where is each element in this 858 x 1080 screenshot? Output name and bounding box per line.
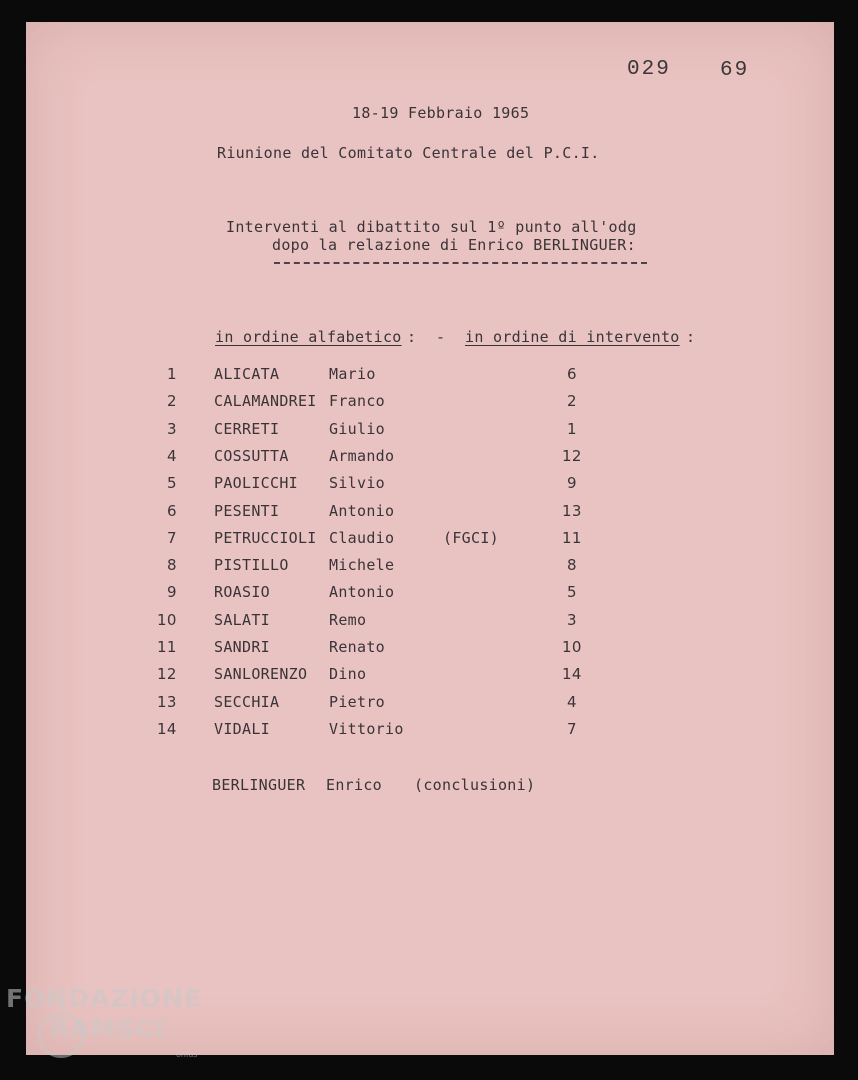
speaker-note: (FGCI) xyxy=(443,529,499,547)
speaking-order: 7 xyxy=(567,720,577,738)
speaker-first-name: Michele xyxy=(329,556,395,574)
speaking-order: 11 xyxy=(562,529,582,547)
dashed-rule xyxy=(274,262,647,264)
row-number: 12 xyxy=(157,665,177,683)
meeting-title: Riunione del Comitato Centrale del P.C.I. xyxy=(217,144,600,162)
row-number: 5 xyxy=(167,474,177,492)
speaking-order: 2 xyxy=(567,392,577,410)
speaker-surname: VIDALI xyxy=(214,720,270,738)
document-page xyxy=(26,22,834,1055)
speaking-order: 10 xyxy=(562,638,582,656)
speaker-first-name: Silvio xyxy=(329,474,385,492)
row-number: 6 xyxy=(167,502,177,520)
row-number: 4 xyxy=(167,447,177,465)
row-number: 1 xyxy=(167,365,177,383)
speaker-surname: PETRUCCIOLI xyxy=(214,529,317,547)
speaker-first-name: Antonio xyxy=(329,502,395,520)
speaker-surname: SANLORENZO xyxy=(214,665,308,683)
date-line: 18-19 Febbraio 1965 xyxy=(352,104,530,122)
watermark-line-3: onlus xyxy=(176,1050,198,1059)
speaker-surname: PAOLICCHI xyxy=(214,474,298,492)
speaking-order: 9 xyxy=(567,474,577,492)
speaker-first-name: Claudio xyxy=(329,529,395,547)
subject-line-2: dopo la relazione di Enrico BERLINGUER: xyxy=(272,236,636,254)
speaker-first-name: Remo xyxy=(329,611,367,629)
speaker-surname: ROASIO xyxy=(214,583,270,601)
speaker-surname: SANDRI xyxy=(214,638,270,656)
header-alphabetical: in ordine alfabetico xyxy=(215,328,402,346)
subject-line-1: Interventi al dibattito sul 1º punto all'odg xyxy=(226,218,637,236)
row-number: 7 xyxy=(167,529,177,547)
row-number: 10 xyxy=(157,611,177,629)
row-number: 2 xyxy=(167,392,177,410)
speaker-first-name: Renato xyxy=(329,638,385,656)
speaking-order: 3 xyxy=(567,611,577,629)
row-number: 8 xyxy=(167,556,177,574)
speaking-order: 12 xyxy=(562,447,582,465)
watermark-line-1: FONDAZIONE xyxy=(6,984,203,1013)
closing-name: Enrico xyxy=(326,776,382,794)
speaker-surname: COSSUTTA xyxy=(214,447,289,465)
speaker-first-name: Mario xyxy=(329,365,376,383)
row-number: 14 xyxy=(157,720,177,738)
stamp-right: 69 xyxy=(720,59,750,82)
speaker-first-name: Armando xyxy=(329,447,395,465)
speaking-order: 1 xyxy=(567,420,577,438)
speaker-first-name: Giulio xyxy=(329,420,385,438)
speaker-first-name: Franco xyxy=(329,392,385,410)
speaking-order: 4 xyxy=(567,693,577,711)
stamp-left: 029 xyxy=(627,58,671,81)
speaker-first-name: Vittorio xyxy=(329,720,404,738)
row-number: 3 xyxy=(167,420,177,438)
header-speaking-order: in ordine di intervento xyxy=(465,328,680,346)
speaking-order: 14 xyxy=(562,665,582,683)
speaker-first-name: Pietro xyxy=(329,693,385,711)
closing-note: (conclusioni) xyxy=(414,776,536,794)
speaking-order: 8 xyxy=(567,556,577,574)
speaker-surname: PESENTI xyxy=(214,502,280,520)
header-colon-2: : xyxy=(686,328,696,346)
speaker-surname: CALAMANDREI xyxy=(214,392,317,410)
speaker-first-name: Dino xyxy=(329,665,367,683)
speaker-first-name: Antonio xyxy=(329,583,395,601)
speaker-surname: SECCHIA xyxy=(214,693,280,711)
watermark-line-2: RAMSCI xyxy=(50,1014,166,1043)
row-number: 9 xyxy=(167,583,177,601)
speaking-order: 5 xyxy=(567,583,577,601)
header-colon-1: : xyxy=(407,328,417,346)
speaker-surname: SALATI xyxy=(214,611,270,629)
speaker-surname: ALICATA xyxy=(214,365,280,383)
header-dash: - xyxy=(436,328,446,346)
foundation-watermark xyxy=(6,984,221,1074)
speaker-surname: CERRETI xyxy=(214,420,280,438)
row-number: 13 xyxy=(157,693,177,711)
speaking-order: 13 xyxy=(562,502,582,520)
row-number: 11 xyxy=(157,638,177,656)
speaking-order: 6 xyxy=(567,365,577,383)
speaker-surname: PISTILLO xyxy=(214,556,289,574)
closing-surname: BERLINGUER xyxy=(212,776,306,794)
